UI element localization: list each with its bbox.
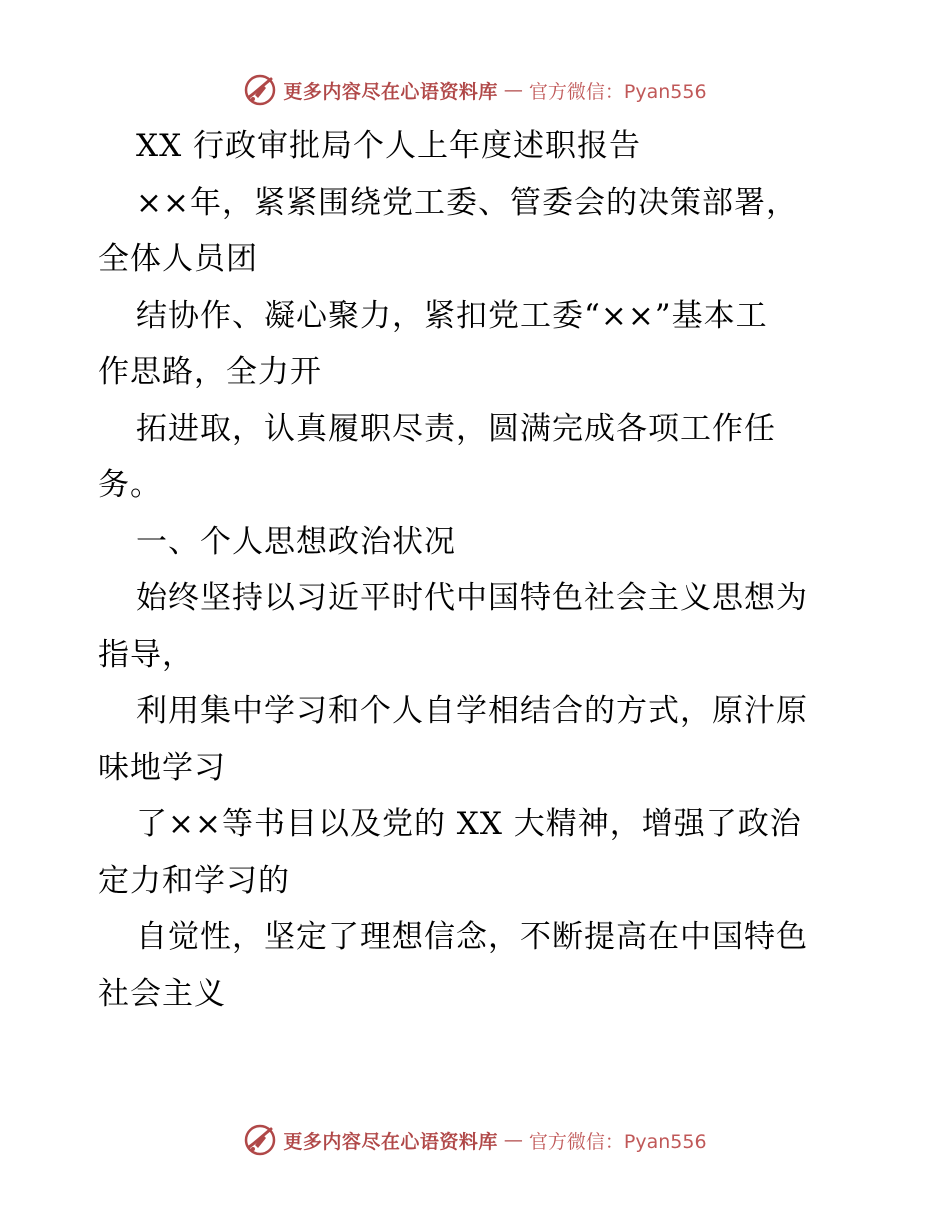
watermark-text: 更多内容尽在心语资料库	[283, 80, 498, 103]
document-title: XX 行政审批局个人上年度述职报告	[136, 128, 641, 164]
document-body	[98, 118, 858, 1022]
body-text-line: 结协作、凝心聚力，紧扣党工委“××”基本工	[136, 297, 768, 334]
body-text-line: 指导，	[98, 636, 194, 673]
body-text-line: 作思路，全力开	[98, 354, 322, 390]
body-text-line: 社会主义	[98, 975, 226, 1012]
body-text-line: 利用集中学习和个人自学相结合的方式，原汁原	[136, 693, 808, 729]
watermark-text: 更多内容尽在心语资料库	[283, 1130, 498, 1153]
body-text-line: 了××等书目以及党的 XX 大精神，增强了政治	[136, 806, 802, 842]
body-text-line: 一、个人思想政治状况	[136, 523, 456, 560]
header-watermark	[0, 70, 950, 110]
pen-logo-icon	[243, 1123, 277, 1157]
pen-logo-icon	[243, 73, 277, 107]
body-text-line: 拓进取，认真履职尽责，圆满完成各项工作任	[136, 410, 776, 447]
watermark-separator: —	[503, 1129, 523, 1151]
body-text-line: ××年，紧紧围绕党工委、管委会的决策部署，	[136, 184, 798, 221]
body-text-line: 自觉性，坚定了理想信念，不断提高在中国特色	[136, 919, 808, 955]
body-text-line: 务。	[98, 467, 162, 503]
footer-watermark	[0, 1120, 950, 1160]
body-text-line: 定力和学习的	[98, 862, 290, 899]
body-text-line: 全体人员团	[98, 241, 258, 277]
watermark-wechat: 官方微信：Pyan556	[528, 1130, 707, 1153]
watermark-separator: —	[503, 79, 523, 101]
body-text-line: 始终坚持以习近平时代中国特色社会主义思想为	[136, 580, 808, 616]
watermark-wechat: 官方微信：Pyan556	[528, 80, 707, 103]
body-text-line: 味地学习	[98, 749, 226, 786]
